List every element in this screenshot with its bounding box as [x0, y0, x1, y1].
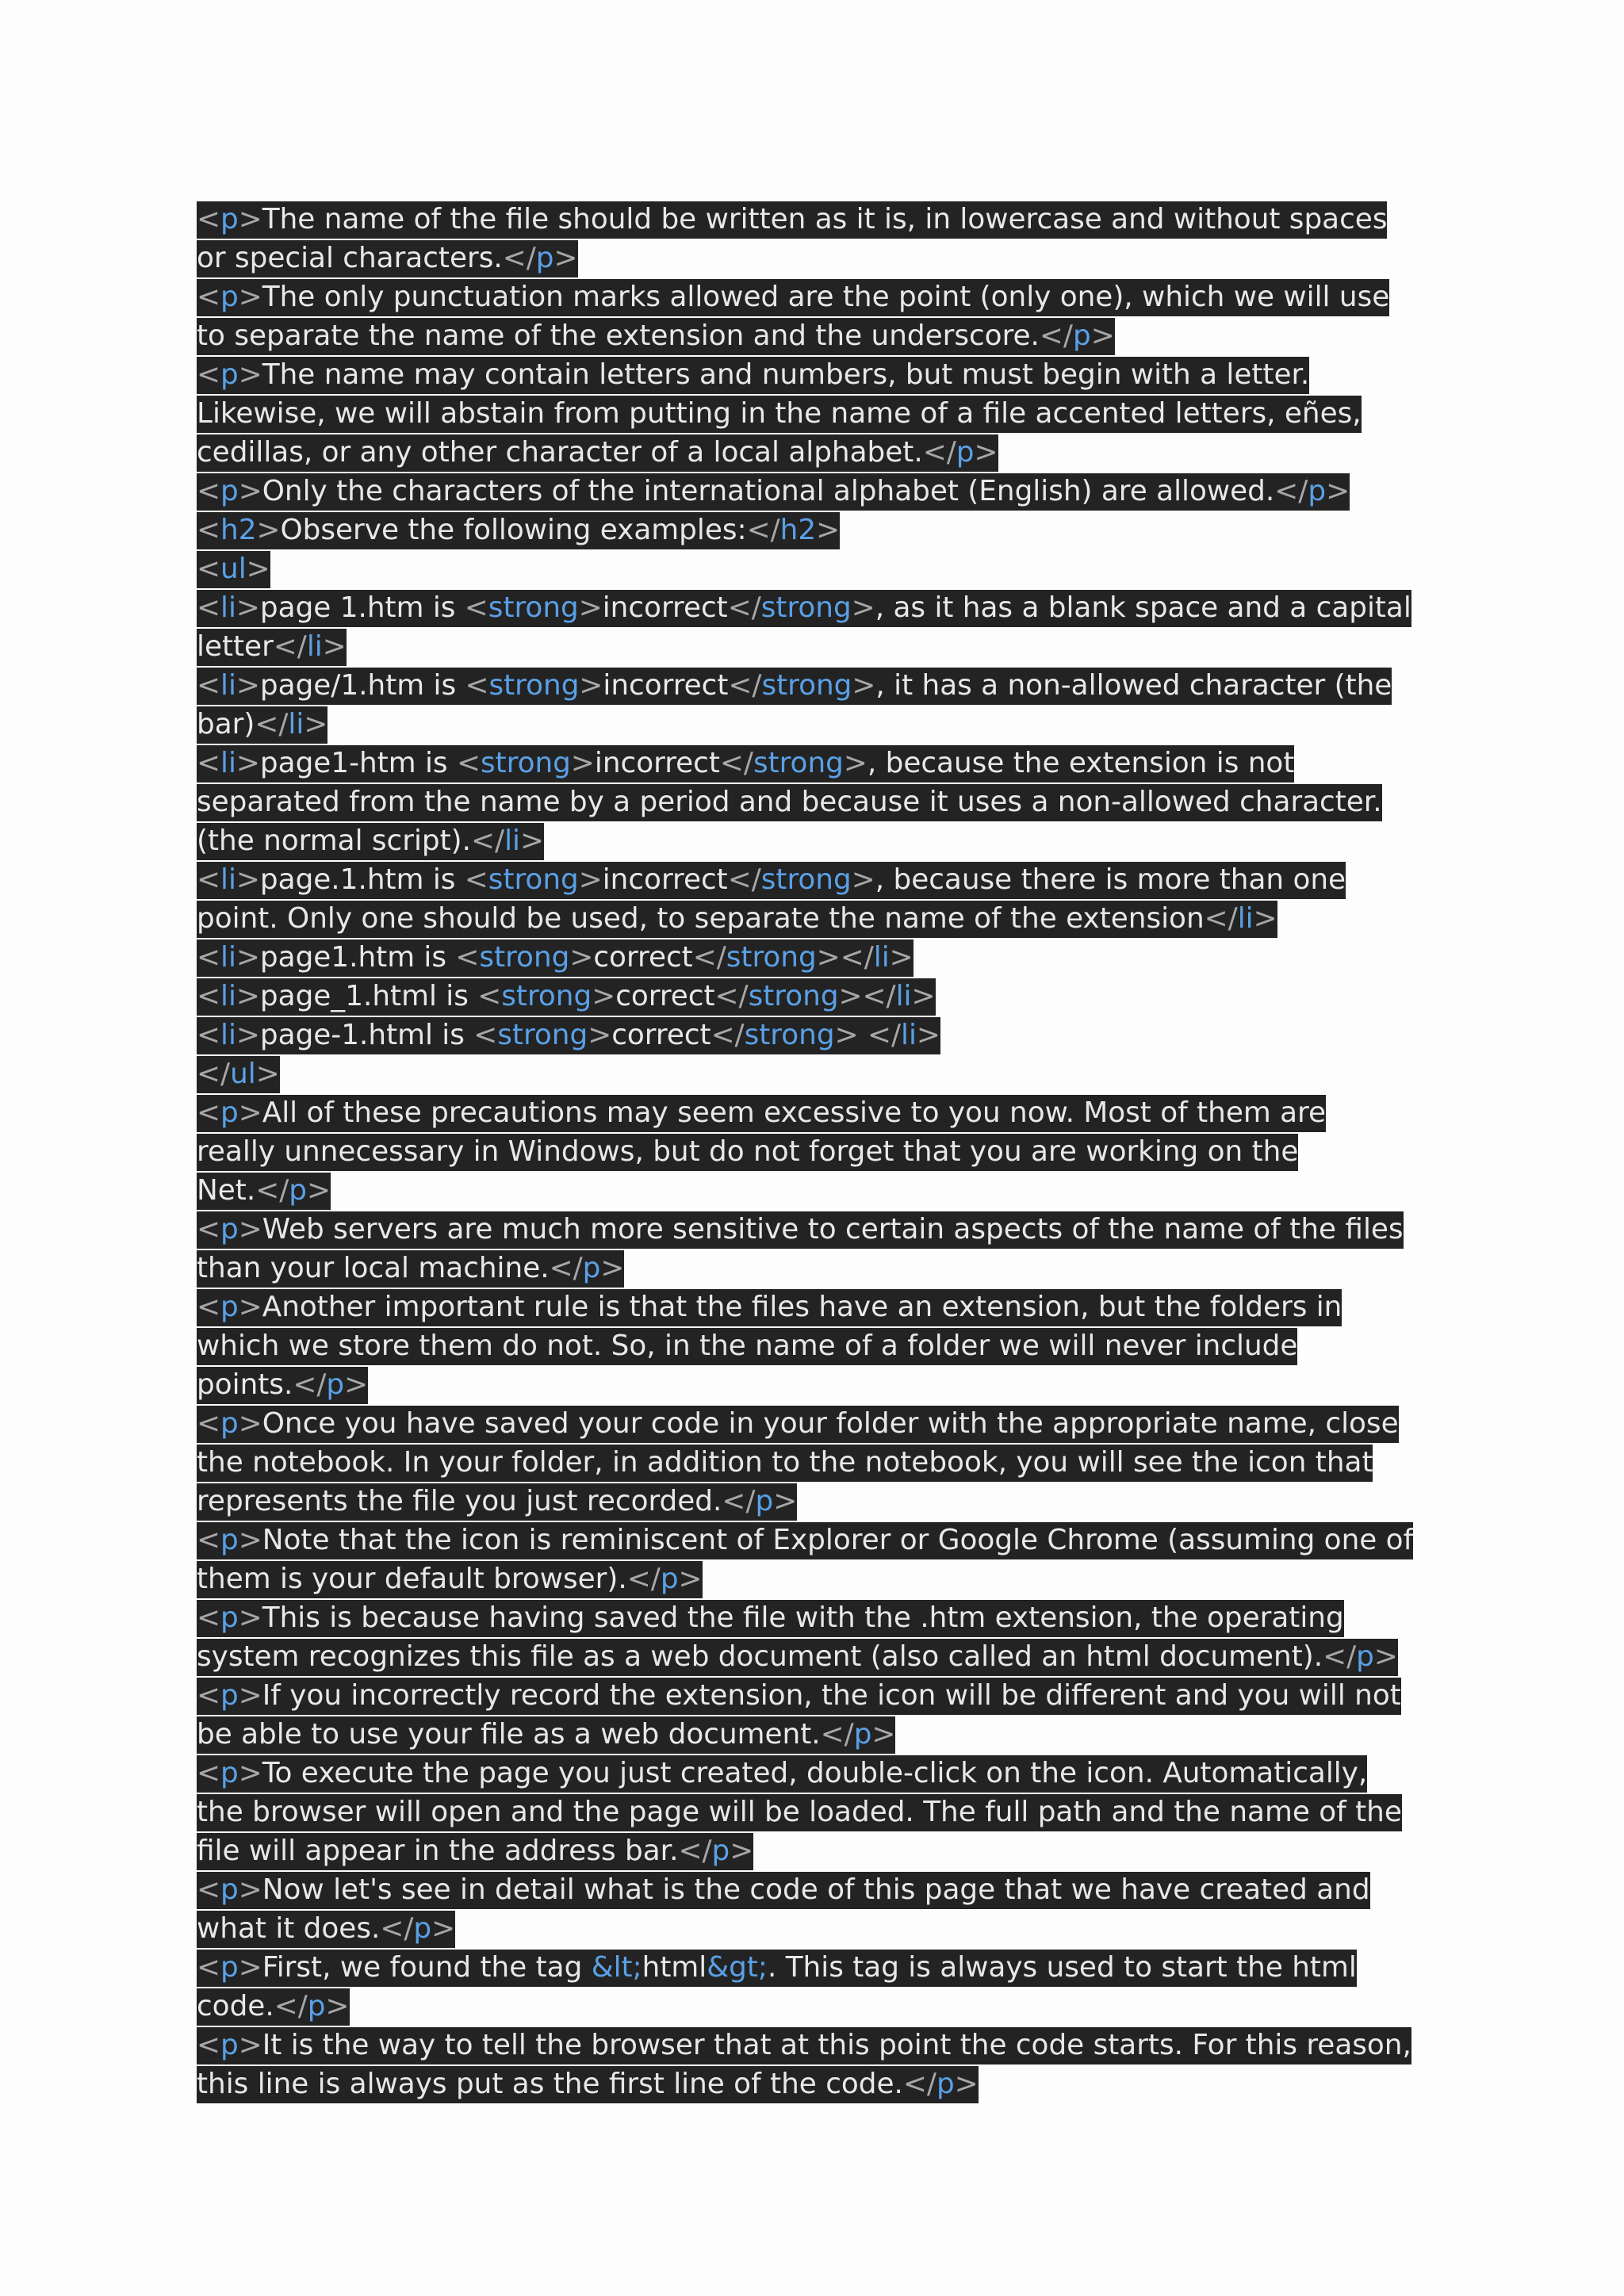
code-line [197, 511, 1434, 549]
code-listing [197, 200, 1434, 2103]
code-line [197, 1171, 1434, 1210]
code-line [197, 1521, 1434, 1559]
code-line-text: <p>Now let's see in detail what is the code of this page that we have created and [197, 1872, 1370, 1909]
code-line-text: <p>To execute the page you just created, double-click on the icon. Automatically, [197, 1755, 1367, 1793]
code-line [197, 1326, 1434, 1365]
code-line-text: <li>page/1.htm is <strong>incorrect</strong>, it has a non-allowed character (the [197, 668, 1392, 705]
code-line-text: <li>page_1.html is <strong>correct</strong></li> [197, 978, 936, 1016]
code-line-text: represents the file you just recorded.</p> [197, 1483, 797, 1521]
code-line [197, 977, 1434, 1016]
code-line [197, 783, 1434, 821]
code-line-text: the browser will open and the page will be loaded. The full path and the name of the [197, 1794, 1402, 1831]
code-line [197, 1404, 1434, 1443]
code-line [197, 821, 1434, 860]
code-line [197, 277, 1434, 316]
code-line [197, 1637, 1434, 1676]
code-line [197, 938, 1434, 977]
code-line-text: Net.</p> [197, 1173, 331, 1210]
code-line [197, 239, 1434, 277]
code-line-text: to separate the name of the extension and the underscore.</p> [197, 318, 1115, 355]
code-line [197, 666, 1434, 705]
code-line [197, 1054, 1434, 1093]
code-line-text: <p>Web servers are much more sensitive to certain aspects of the name of the files [197, 1211, 1404, 1249]
code-line-text: file will appear in the address bar.</p> [197, 1833, 753, 1870]
code-line [197, 1870, 1434, 1909]
code-line-text: <p>First, we found the tag &lt;html&gt;. This tag is always used to start the html [197, 1950, 1357, 1987]
code-line [197, 1559, 1434, 1598]
code-line-text: <p>Once you have saved your code in your folder with the appropriate name, close [197, 1406, 1399, 1443]
code-line [197, 1754, 1434, 1793]
code-line-text: <p>All of these precautions may seem excessive to you now. Most of them are [197, 1095, 1326, 1132]
code-line [197, 394, 1434, 433]
code-line [197, 1249, 1434, 1288]
code-line-text: <p>The only punctuation marks allowed are the point (only one), which we will use [197, 279, 1389, 316]
code-line-text: points.</p> [197, 1367, 368, 1404]
code-line-text: this line is always put as the first line of the code.</p> [197, 2066, 979, 2103]
code-line [197, 1016, 1434, 1054]
code-line-text: <p>The name of the file should be written as it is, in lowercase and without spaces [197, 201, 1387, 239]
code-line-text: <p>Only the characters of the international alphabet (English) are allowed.</p> [197, 473, 1350, 511]
code-line-text: letter</li> [197, 629, 347, 666]
code-line [197, 316, 1434, 355]
code-line-text: </ul> [197, 1056, 280, 1093]
code-line-text: be able to use your file as a web document.</p> [197, 1716, 895, 1754]
code-line-text: cedillas, or any other character of a local alphabet.</p> [197, 434, 998, 472]
code-line-text: <p>Note that the icon is reminiscent of Explorer or Google Chrome (assuming one of [197, 1522, 1413, 1559]
code-line [197, 1909, 1434, 1948]
code-line [197, 1482, 1434, 1521]
code-line [197, 1987, 1434, 2026]
code-line-text: point. Only one should be used, to separate the name of the extension</li> [197, 901, 1277, 938]
code-line-text: really unnecessary in Windows, but do not forget that you are working on the [197, 1134, 1298, 1171]
code-line-text: <p>Another important rule is that the files have an extension, but the folders in [197, 1289, 1342, 1326]
code-line-text: <ul> [197, 551, 270, 588]
code-line-text: than your local machine.</p> [197, 1250, 624, 1288]
code-line [197, 1715, 1434, 1754]
code-line [197, 1365, 1434, 1404]
code-line-text: separated from the name by a period and because it uses a non-allowed character. [197, 784, 1382, 821]
code-line-text: code.</p> [197, 1988, 350, 2026]
code-line-text: Likewise, we will abstain from putting in the name of a file accented letters, eñes, [197, 396, 1362, 433]
code-line-text: <li>page1-htm is <strong>incorrect</strong>, because the extension is not [197, 745, 1294, 783]
code-line [197, 433, 1434, 472]
code-line [197, 200, 1434, 239]
code-line [197, 1288, 1434, 1326]
code-line-text: bar)</li> [197, 706, 327, 744]
code-line [197, 1831, 1434, 1870]
code-line-text: them is your default browser).</p> [197, 1561, 703, 1598]
code-line [197, 1598, 1434, 1637]
code-line-text: or special characters.</p> [197, 240, 578, 277]
code-line [197, 1132, 1434, 1171]
code-line [197, 472, 1434, 511]
code-line [197, 1093, 1434, 1132]
code-line [197, 627, 1434, 666]
code-line [197, 1676, 1434, 1715]
code-line-text: <p>It is the way to tell the browser that at this point the code starts. For this reason, [197, 2027, 1411, 2064]
code-line-text: <li>page1.htm is <strong>correct</strong></li> [197, 939, 914, 977]
code-line [197, 705, 1434, 744]
code-line-text: <li>page.1.htm is <strong>incorrect</strong>, because there is more than one [197, 862, 1346, 899]
code-line-text: the notebook. In your folder, in addition to the notebook, you will see the icon that [197, 1445, 1373, 1482]
code-line-text: (the normal script).</li> [197, 823, 544, 860]
code-line [197, 2064, 1434, 2103]
code-line [197, 588, 1434, 627]
code-line [197, 2026, 1434, 2064]
code-line [197, 1948, 1434, 1987]
code-line-text: system recognizes this file as a web document (also called an html document).</p> [197, 1639, 1398, 1676]
code-line-text: <li>page-1.html is <strong>correct</strong> </li> [197, 1017, 940, 1054]
code-line-text: <p>This is because having saved the file with the .htm extension, the operating [197, 1600, 1344, 1637]
code-line-text: <li>page 1.htm is <strong>incorrect</strong>, as it has a blank space and a capital [197, 590, 1411, 627]
code-line [197, 1210, 1434, 1249]
code-line-text: which we store them do not. So, in the name of a folder we will never include [197, 1328, 1297, 1365]
code-line [197, 1793, 1434, 1831]
code-line-text: <p>The name may contain letters and numbers, but must begin with a letter. [197, 357, 1309, 394]
code-line [197, 355, 1434, 394]
code-line [197, 744, 1434, 783]
code-line [197, 549, 1434, 588]
code-line-text: what it does.</p> [197, 1911, 455, 1948]
code-line [197, 899, 1434, 938]
code-line-text: <h2>Observe the following examples:</h2> [197, 512, 840, 549]
code-line-text: <p>If you incorrectly record the extension, the icon will be different and you will not [197, 1678, 1401, 1715]
code-line [197, 860, 1434, 899]
code-line [197, 1443, 1434, 1482]
